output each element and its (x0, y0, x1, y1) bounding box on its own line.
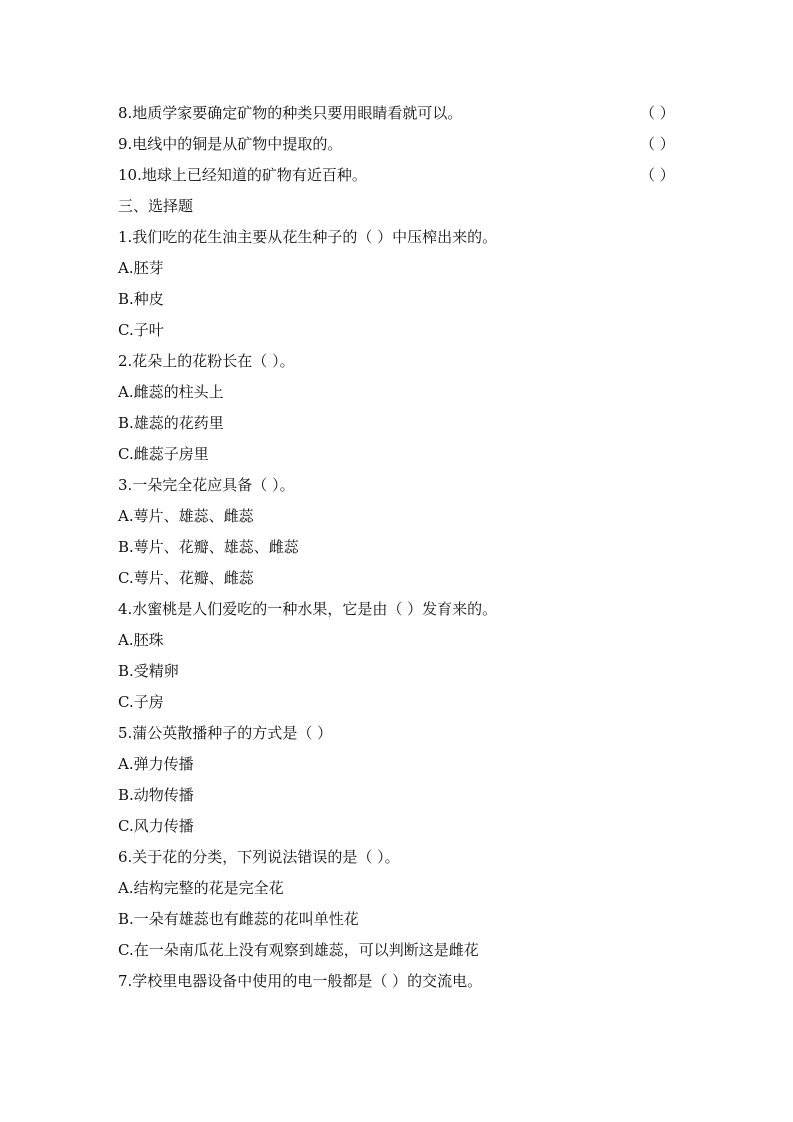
option: A.胚芽 (118, 259, 164, 277)
judgement-item (118, 160, 678, 191)
section-title: 三、选择题 (118, 197, 194, 215)
question-stem: 1.我们吃的花生油主要从花生种子的（ ）中压榨出来的。 (118, 228, 498, 246)
page-content (118, 98, 678, 997)
option: A.萼片、雄蕊、雌蕊 (118, 507, 254, 525)
question-stem: 2.花朵上的花粉长在（ ）。 (118, 352, 295, 370)
option: B.动物传播 (118, 786, 194, 804)
question-stem: 6.关于花的分类，下列说法错误的是（ ）。 (118, 848, 400, 866)
option: C.雌蕊子房里 (118, 445, 209, 463)
judgement-text: 8.地质学家要确定矿物的种类只要用眼睛看就可以。 (118, 104, 463, 122)
option: C.萼片、花瓣、雌蕊 (118, 569, 254, 587)
answer-blank: （ ） (640, 135, 675, 153)
option: A.弹力传播 (118, 755, 194, 773)
option: C.风力传播 (118, 817, 194, 835)
answer-blank: （ ） (640, 166, 675, 184)
option: B.一朵有雄蕊也有雌蕊的花叫单性花 (118, 910, 359, 928)
option: B.雄蕊的花药里 (118, 414, 224, 432)
option: B.萼片、花瓣、雄蕊、雌蕊 (118, 538, 299, 556)
option: A.结构完整的花是完全花 (118, 879, 284, 897)
question-stem: 4.水蜜桃是人们爱吃的一种水果，它是由（ ）发育来的。 (118, 600, 498, 618)
question-stem: 3.一朵完全花应具备（ ）。 (118, 476, 295, 494)
option: C.子叶 (118, 321, 164, 339)
option: B.受精卵 (118, 662, 179, 680)
option: A.雌蕊的柱头上 (118, 383, 224, 401)
question-stem: 5.蒲公英散播种子的方式是（ ） (118, 724, 333, 742)
judgement-item (118, 98, 678, 129)
judgement-text: 10.地球上已经知道的矿物有近百种。 (118, 166, 367, 184)
option: C.在一朵南瓜花上没有观察到雄蕊，可以判断这是雌花 (118, 941, 479, 959)
answer-blank: （ ） (640, 104, 675, 122)
question-stem: 7.学校里电器设备中使用的电一般都是（ ）的交流电。 (118, 972, 483, 990)
option: A.胚珠 (118, 631, 164, 649)
judgement-item (118, 129, 678, 160)
option: C.子房 (118, 693, 164, 711)
option: B.种皮 (118, 290, 164, 308)
judgement-text: 9.电线中的铜是从矿物中提取的。 (118, 135, 343, 153)
